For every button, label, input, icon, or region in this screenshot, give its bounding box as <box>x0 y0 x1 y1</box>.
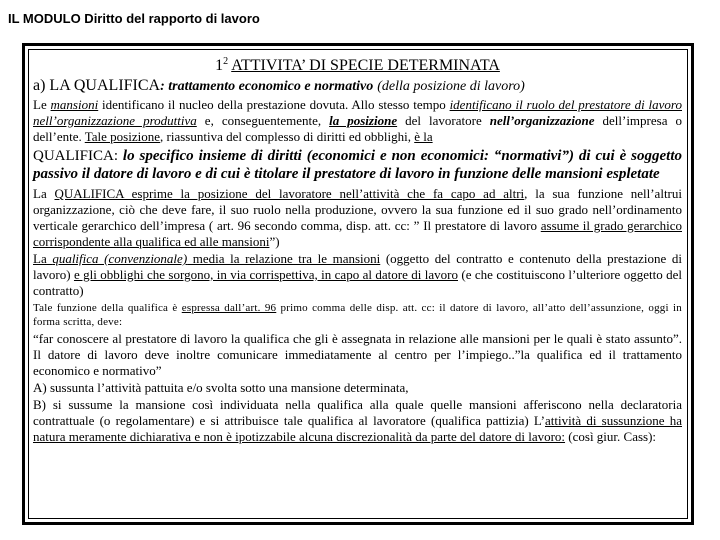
heading-title: ATTIVITA’ DI SPECIE DETERMINATA <box>231 57 500 74</box>
text: , la sua funzione nell’altrui organizzazione, ciò che deve fare, il suo ruolo nella produzione, ovvero la sua funzione ed il suo grado nell’ordinamento verticale gerarchico dell’impresa ( art. 96 secondo comma, disp. att. cc: ” Il prestatore di lavoro <box>33 186 682 233</box>
section-heading <box>33 53 682 75</box>
text-underlined: Tale posizione <box>84 129 161 144</box>
text-underlined: QUALIFICA esprime la posizione del lavoratore nell’attività che fa capo ad altri <box>54 186 525 201</box>
heading-number: 1 <box>215 57 224 74</box>
text-bold: nell’organizzazione <box>489 113 595 128</box>
text-mansioni: mansioni <box>50 97 99 112</box>
paragraph-quote <box>33 331 682 379</box>
subheading-label: a) LA QUALIFICA <box>33 77 161 94</box>
subheading-rest: : trattamento economico e normativo <box>160 79 374 94</box>
content-inner <box>28 49 688 519</box>
text: (e che costituiscono l’ulteriore oggetto del contratto) <box>33 267 682 298</box>
text-bold: la posizione <box>329 113 398 128</box>
text-underlined: La <box>33 251 53 266</box>
text-italic: qualifica (convenzionale) <box>52 251 188 266</box>
paragraph-point-b <box>33 397 682 445</box>
text-underlined: identificano il ruolo del prestatore di lavoro nell’organizzazione produttiva <box>33 97 682 128</box>
text-underlined: media la relazione tra le mansioni <box>187 251 381 266</box>
text: (così giur. Cass): <box>565 429 657 444</box>
text-underlined: espressa dall’art. 96 <box>181 302 277 314</box>
text: e, conseguentemente, <box>196 113 330 128</box>
subheading <box>33 77 682 96</box>
text-underlined: e gli obblighi che sorgono, in via corrispettiva, in capo al datore di lavoro <box>73 267 458 282</box>
text: “far conoscere al prestatore di lavoro la qualifica che gli è assegnata in relazione alle mansioni per le quali è stato assunto”. Il datore di lavoro deve inoltre comunicare immediatamente al centro per l’impiego..”la qualifica ed il trattamento economico e normativo” <box>33 331 682 378</box>
text-underlined: è la <box>414 129 433 144</box>
text: ”) <box>269 234 280 249</box>
text: B) si sussume la mansione così individuata nella qualifica alla quale quelle mansioni afferiscono nella declaratoria contrattuale (o regolamentare) e si attribuisce tale qualifica al lavoratore (qualifica pattizia) L’ <box>33 397 682 428</box>
heading-superscript: 2 <box>223 56 229 67</box>
paragraph-qualifica <box>33 186 682 250</box>
definition-text: lo specifico insieme di diritti (economici e non economici: “normativi”) di cui è soggetto passivo il datore di lavoro e di cui è titolare il prestatore di lavoro in funzione delle mansioni espletate <box>33 148 682 182</box>
text: A) sussunta l’attività pattuita e/o svolta sotto una mansione determinata, <box>33 380 409 395</box>
paragraph-art96 <box>33 301 682 329</box>
text: Tale funzione della qualifica è <box>33 302 182 314</box>
paragraph-media <box>33 251 682 299</box>
text: Le <box>33 97 51 112</box>
qualifica-definition <box>33 147 682 183</box>
text: , riassuntiva del complesso di diritti ed obblighi, <box>160 129 415 144</box>
text: primo comma delle disp. att. cc: il datore di lavoro, all’atto dell’assunzione, oggi in forma scritta, deve: <box>33 302 682 328</box>
text: dell’impresa o dell’ente. <box>33 113 682 144</box>
text: (oggetto del contratto e contenuto della prestazione di lavoro) <box>33 251 682 282</box>
text: del lavoratore <box>397 113 490 128</box>
subheading-paren: (della posizione di lavoro) <box>377 79 525 94</box>
text-underlined: assume il grado gerarchico corrispondente alla qualifica ed alle mansioni <box>33 218 682 249</box>
paragraph-mansioni <box>33 97 682 145</box>
text-underlined: attività di sussunzione ha natura meramente dichiarativa e non è ipotizzabile alcuna discrezionalità da parte del datore di lavoro: <box>33 413 683 444</box>
content-frame <box>22 43 694 525</box>
paragraph-point-a <box>33 380 682 396</box>
slide-title: IL MODULO Diritto del rapporto di lavoro <box>8 11 260 26</box>
text: La <box>33 186 55 201</box>
text: identificano il nucleo della prestazione dovuta. Allo stesso tempo <box>98 97 450 112</box>
definition-label: QUALIFICA: <box>33 148 118 164</box>
